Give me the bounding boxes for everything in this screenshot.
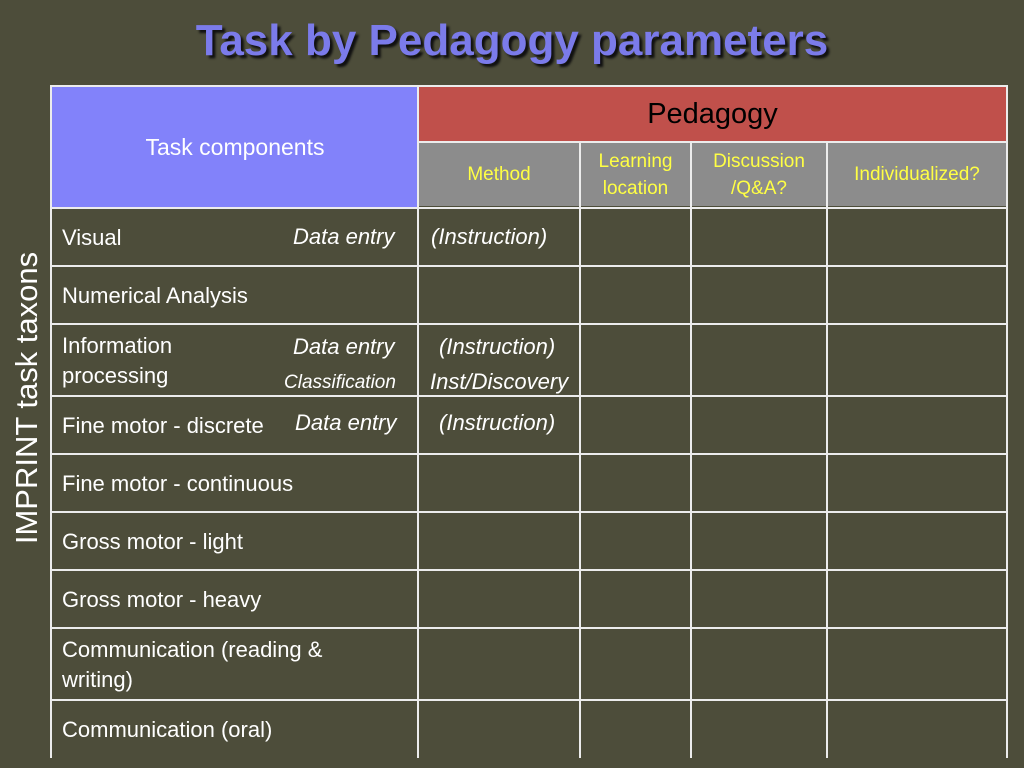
note-instruction: (Instruction) [439, 334, 556, 359]
grid-line [51, 511, 1008, 513]
header-pedagogy: Pedagogy [419, 87, 1006, 141]
grid-line [50, 85, 52, 758]
grid-line [826, 141, 828, 758]
row-label-communication-oral: Communication (oral) [62, 717, 273, 742]
grid-line [51, 627, 1008, 629]
grid-line [579, 141, 581, 758]
grid-line [1006, 85, 1008, 758]
side-axis-label: IMPRINT task taxons [9, 251, 44, 545]
col-header-discussion [692, 143, 826, 206]
row-label-information-processing: Information processing [62, 333, 173, 388]
grid-line [51, 395, 1008, 397]
note-data-entry: Data entry [293, 224, 395, 249]
row-label-gross-motor-light: Gross motor - light [62, 529, 243, 554]
note-instruction: (Instruction) [431, 224, 548, 249]
grid-line [51, 699, 1008, 701]
note-inst-discovery: Inst/Discovery [430, 369, 569, 394]
grid-line [51, 323, 1008, 325]
row-label-gross-motor-heavy: Gross motor - heavy [62, 587, 262, 612]
grid-line [51, 207, 1008, 209]
header-task-components: Task components [52, 87, 418, 207]
col-header-individualized: Individualized? [828, 143, 1006, 206]
grid-line [51, 569, 1008, 571]
row-label-fine-motor-continuous: Fine motor - continuous [62, 471, 294, 496]
grid-line [418, 141, 1008, 143]
col-header-learning-location-text: Learning location [598, 150, 673, 199]
slide-title: Task by Pedagogy parameters [195, 16, 829, 65]
row-label-fine-motor-discrete: Fine motor - discrete [62, 413, 264, 438]
grid-line [51, 85, 1008, 87]
grid-line [417, 85, 419, 758]
row-label-numerical-analysis: Numerical Analysis [62, 283, 248, 308]
note-data-entry: Data entry [295, 410, 397, 435]
grid-line [690, 141, 692, 758]
row-label-visual: Visual [62, 225, 122, 250]
row-label-communication-reading-writing: Communication (reading & writing) [62, 637, 323, 692]
grid-line [51, 453, 1008, 455]
note-classification: Classification [284, 372, 396, 393]
col-header-discussion-text: Discussion /Q&A? [713, 150, 805, 199]
col-header-learning-location [581, 143, 690, 206]
note-data-entry: Data entry [293, 334, 395, 359]
col-header-method: Method [419, 143, 579, 206]
note-instruction: (Instruction) [439, 410, 556, 435]
grid-line [51, 265, 1008, 267]
